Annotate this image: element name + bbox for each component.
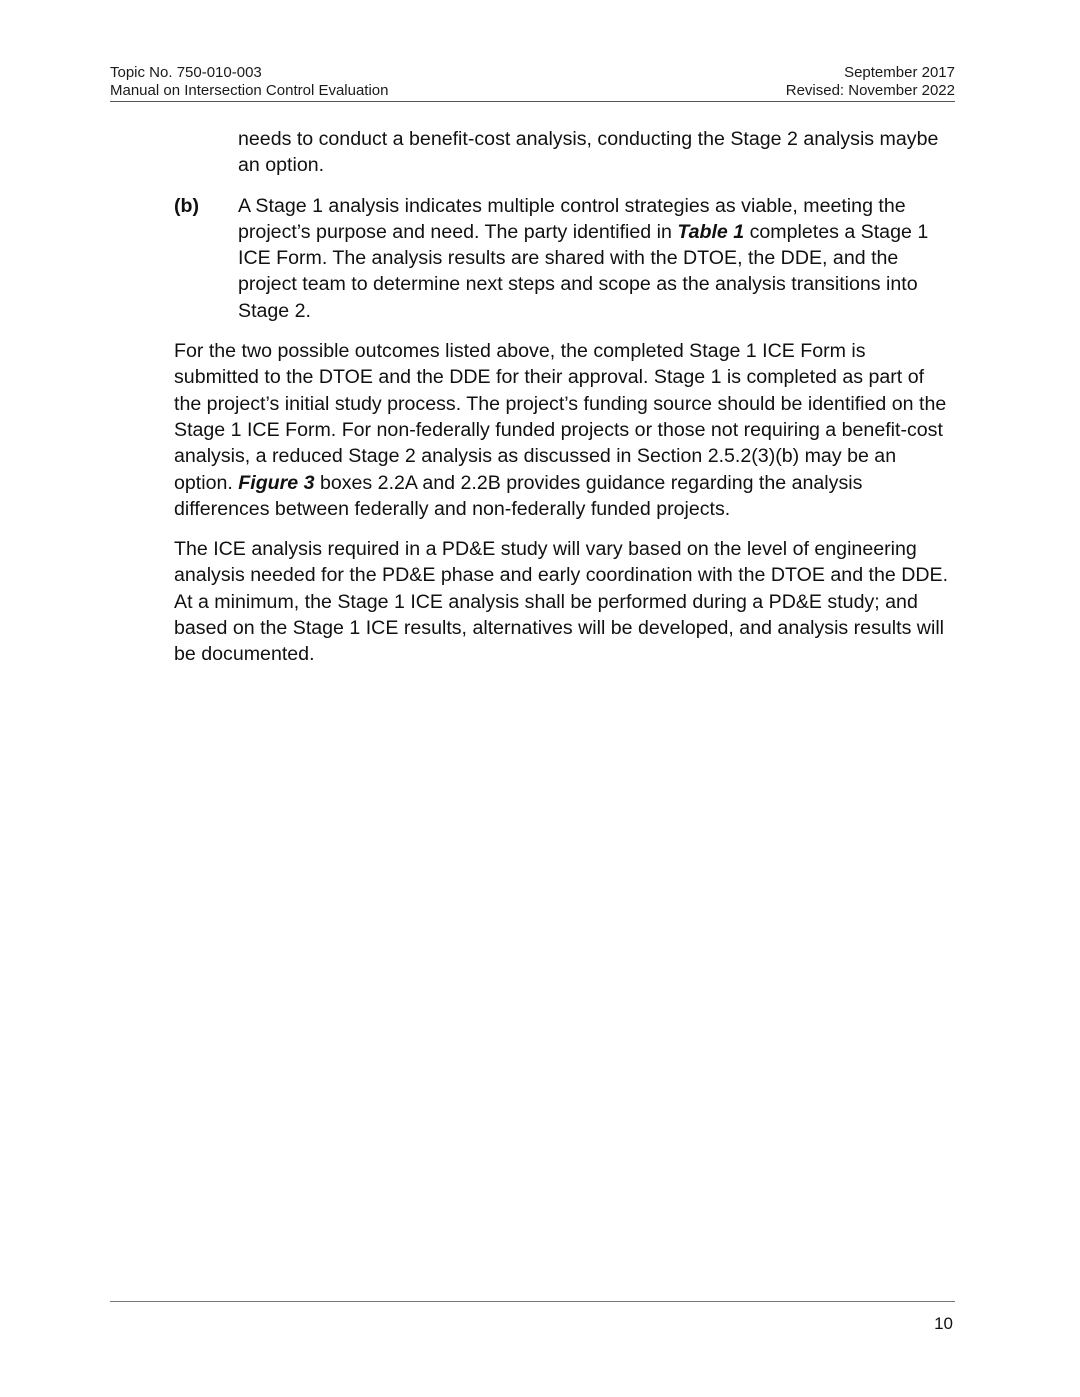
manual-title: Manual on Intersection Control Evaluation	[110, 82, 389, 99]
revision-date: Revised: November 2022	[785, 82, 955, 99]
figure-reference: Figure 3	[238, 471, 315, 494]
body-paragraph-outcomes	[174, 338, 949, 522]
list-marker: (b)	[174, 194, 200, 217]
page-header	[110, 63, 955, 102]
paragraph-text-start: For the two possible outcomes listed above, the completed Stage 1 ICE Form is submitted to the DTOE and the DDE for their approval. Stage 1 is completed as part of the project’s initial study process. The project’s funding source should be identified on the Stage 1 ICE Form. For non-federally funded projects or those not requiring a benefit-cost analysis, a reduced Stage 2 analysis as discussed in Section 2.5.2(3)(b) may be an option.	[174, 340, 947, 494]
publication-date: September 2017	[844, 64, 955, 81]
list-item-text-end: completes a Stage 1 ICE Form. The analysis results are shared with the DTOE, the DDE, and the project team to determine next steps and scope as the analysis transitions into Stage 2.	[238, 220, 929, 322]
list-item-b	[174, 193, 949, 324]
page-body	[174, 126, 949, 682]
page-number: 10	[934, 1314, 953, 1333]
table-reference: Table 1	[677, 220, 745, 243]
header-left	[110, 64, 389, 100]
list-item-text-start: A Stage 1 analysis indicates multiple control strategies as viable, meeting the project’s purpose and need. The party identified in	[238, 194, 906, 243]
body-paragraph-pde: The ICE analysis required in a PD&E study will vary based on the level of engineering analysis needed for the PD&E phase and early coordination with the DTOE and the DDE. At a minimum, the Stage 1 ICE analysis shall be performed during a PD&E study; and based on the Stage 1 ICE results, alternatives will be developed, and analysis results will be documented.	[174, 538, 949, 666]
topic-number: Topic No. 750-010-003	[110, 64, 262, 81]
list-item-text	[238, 193, 949, 324]
footer-divider	[110, 1301, 955, 1302]
paragraph-text-end: boxes 2.2A and 2.2B provides guidance regarding the analysis differences between federally and non-federally funded projects.	[174, 471, 863, 520]
header-right	[786, 64, 955, 100]
continuation-paragraph: needs to conduct a benefit-cost analysis, conducting the Stage 2 analysis maybe an option.	[238, 128, 939, 177]
